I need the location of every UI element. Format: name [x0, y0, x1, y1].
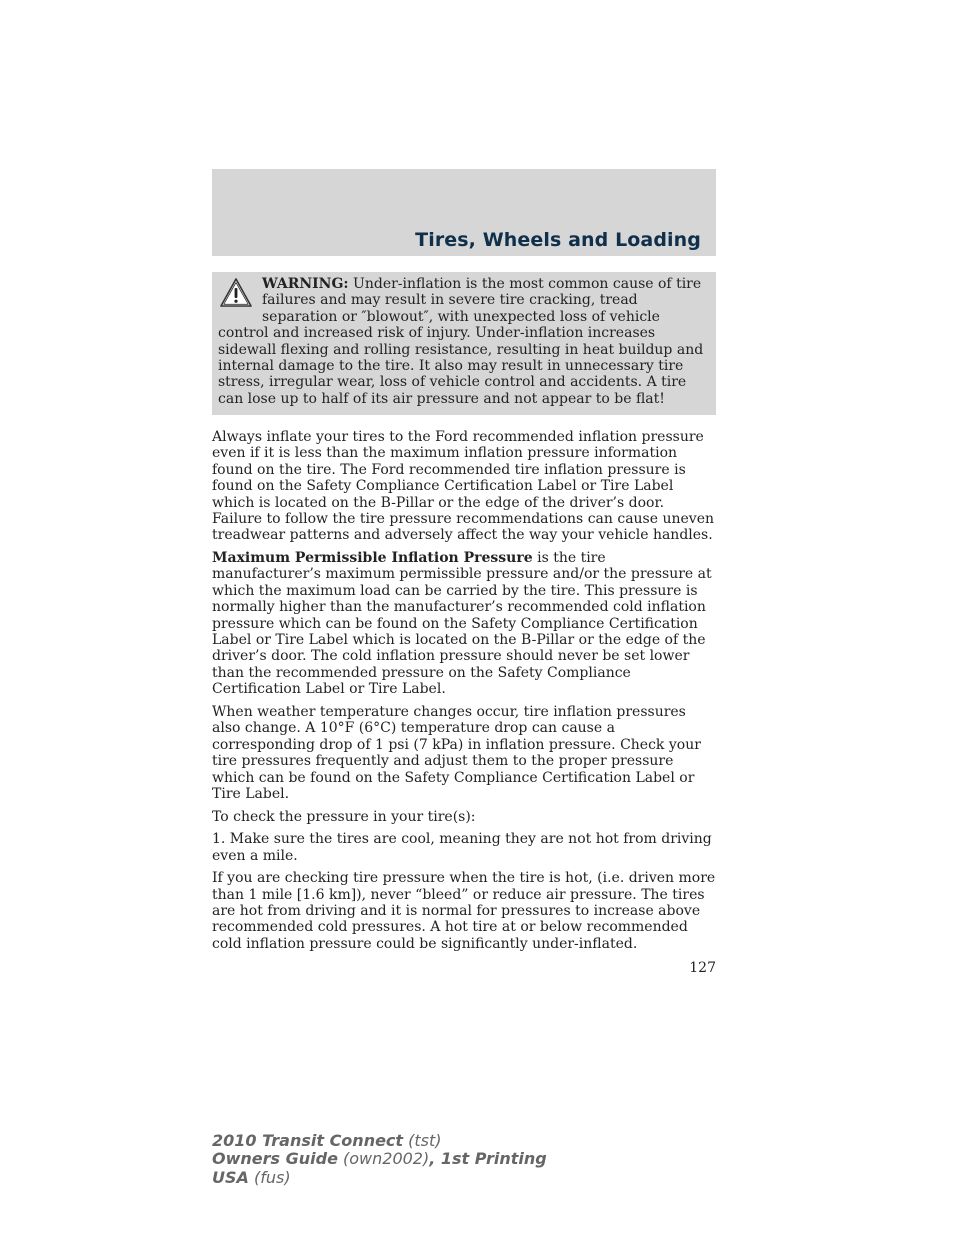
body-content [212, 429, 716, 958]
footer-model-code: (tst) [403, 1131, 442, 1150]
footer [212, 1132, 547, 1187]
footer-line-guide [212, 1150, 547, 1168]
term-max-pressure: Maximum Permissible Inflation Pressure [212, 550, 533, 567]
footer-guide-code: (own2002) [337, 1149, 430, 1169]
footer-line-model [212, 1132, 547, 1150]
paragraph-check-intro: To check the pressure in your tire(s): [212, 808, 476, 825]
paragraph-max-pressure-text: is the tire manufacturer’s maximum permissible pressure and/or the pressure at which the maximum load can be carried by the tire. This pressure is normally higher than the manufacturer’s recommended cold inflation pressure which can be found on the Safety Compliance Certification Label or Tire Label which is located on the B-Pillar or the edge of the driver’s door. The cold inflation pressure should never be set lower than the recommended pressure on the Safety Compliance Certification Label or Tire Label. [212, 550, 712, 698]
footer-printing: , 1st Printing [429, 1149, 547, 1169]
paragraph-hot-tire: If you are checking tire pressure when the tire is hot, (i.e. driven more than 1 mile [1.6 km]), never “bleed” or reduce air pressure. The tires are hot from driving and it is normal for pressures to increase above recommended cold pressures. A hot tire at or below recommended cold inflation pressure could be significantly under-inflated. [212, 870, 716, 952]
footer-market: USA [212, 1167, 249, 1187]
warning-text: Under-inflation is the most common cause of tire failures and may result in severe tire cracking, tread separation or ″blowout″, with unexpected loss of vehicle control and increased risk of injury. Under-inflation increases sidewall flexing and rolling resistance, resulting in heat buildup and internal damage to the tire. It also may result in unnecessary tire stress, irregular wear, loss of vehicle control and accidents. A tire can lose up to half of its air pressure and not appear to be flat! [218, 276, 704, 407]
page-number: 127 [689, 960, 716, 976]
section-title: Tires, Wheels and Loading [415, 229, 701, 251]
paragraph-inflate: Always inflate your tires to the Ford recommended inflation pressure even if it is less than the maximum inflation pressure information found on the tire. The Ford recommended tire inflation pressure is found on the Safety Compliance Certification Label or Tire Label which is located on the B-Pillar or the edge of the driver’s door. Failure to follow the tire pressure recommendations can cause uneven treadwear patterns and adversely affect the way your vehicle handles. [212, 429, 715, 544]
warning-label: WARNING: [262, 276, 349, 292]
paragraph-weather: When weather temperature changes occur, tire inflation pressures also change. A 10°F (6°C) temperature drop can cause a corresponding drop of 1 psi (7 kPa) in inflation pressure. Check your tire pressures frequently and adjust them to the proper pressure which can be found on the Safety Compliance Certification Label or Tire Label. [212, 703, 701, 802]
footer-guide: Owners Guide [212, 1149, 338, 1169]
section-header-band [212, 169, 716, 256]
warning-triangle-icon [219, 276, 253, 310]
footer-line-market [212, 1169, 547, 1187]
warning-box [212, 272, 716, 415]
footer-market-code: (fus) [248, 1167, 291, 1187]
paragraph-max-pressure [212, 550, 716, 698]
footer-model: 2010 Transit Connect [212, 1131, 404, 1150]
step-1: 1. Make sure the tires are cool, meaning they are not hot from driving even a mile. [212, 831, 712, 864]
